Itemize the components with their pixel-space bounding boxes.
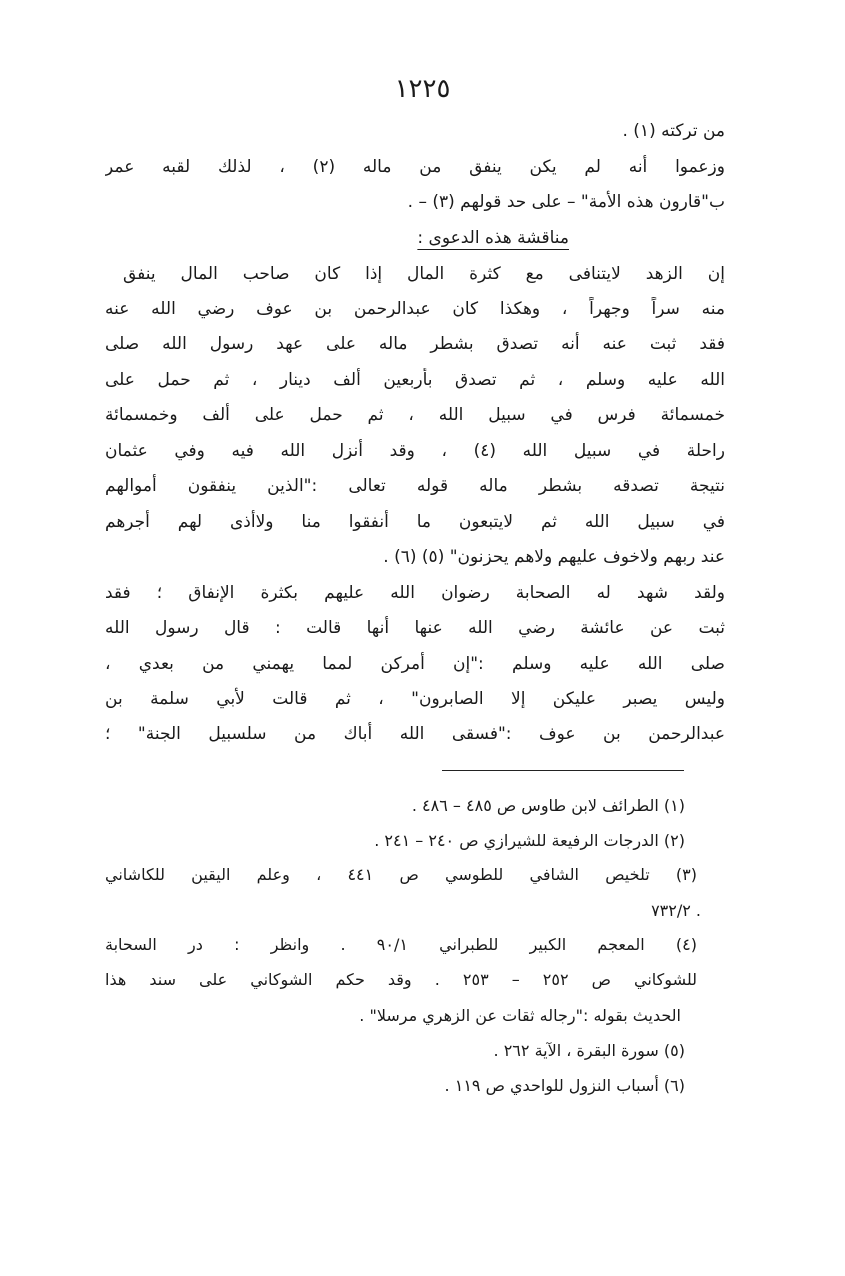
body-line: عبدالرحمن بن عوف :"فسقى الله أباك من سلسبيل الجنة" ؛	[105, 724, 725, 744]
body-line: فقد ثبت عنه أنه تصدق بشطر ماله على عهد رسول الله صلى	[105, 334, 725, 354]
body-line: ثبت عن عائشة رضي الله عنها أنها قالت : قال رسول الله	[105, 618, 725, 638]
footnote: (٥) سورة البقرة ، الآية ٢٦٢ .	[493, 1041, 685, 1060]
footnote: (٤) المعجم الكبير للطبراني ٩٠/١ . وانظر : در السحابة	[105, 935, 697, 954]
body-line: وزعموا أنه لم يكن ينفق من ماله (٢) ، لذلك لقبه عمر	[105, 157, 725, 177]
body-line: الله عليه وسلم ، ثم تصدق بأربعين ألف دينار ، ثم حمل على	[105, 370, 725, 390]
body-line: عند ربهم ولاخوف عليهم ولاهم يحزنون" (٥) (٦) .	[383, 547, 725, 567]
body-line: وليس يصبر عليكن إلا الصابرون" ، ثم قالت لأبي سلمة بن	[105, 689, 725, 709]
body-line: منه سراً وجهراً ، وهكذا كان عبدالرحمن بن عوف رضي الله عنه	[105, 299, 725, 319]
body-line: راحلة في سبيل الله (٤) ، وقد أنزل الله فيه وفي عثمان	[105, 441, 725, 461]
footnote-continuation: . ٧٣٢/٢	[651, 901, 701, 920]
body-line: نتيجة تصدقه بشطر ماله قوله تعالى :"الذين ينفقون أموالهم	[105, 476, 725, 496]
footnote: (٣) تلخيص الشافي للطوسي ص ٤٤١ ، وعلم اليقين للكاشاني	[105, 865, 697, 884]
body-line: في سبيل الله ثم لايتبعون ما أنفقوا منا ولاأذى لهم أجرهم	[105, 512, 725, 532]
body-line: ب"قارون هذه الأمة" – على حد قولهم (٣) – .	[407, 192, 725, 212]
body-line: من تركته (١) .	[622, 121, 725, 141]
footnote: (١) الطرائف لابن طاوس ص ٤٨٥ – ٤٨٦ .	[411, 796, 685, 815]
body-line: إن الزهد لايتنافى مع كثرة المال إذا كان صاحب المال ينفق	[123, 264, 725, 284]
footnote: (٢) الدرجات الرفيعة للشيرازي ص ٢٤٠ – ٢٤١ .	[374, 831, 685, 850]
footnote: (٦) أسباب النزول للواحدي ص ١١٩ .	[444, 1076, 685, 1095]
footnote-continuation: للشوكاني ص ٢٥٢ – ٢٥٣ . وقد حكم الشوكاني على سند هذا	[105, 970, 697, 989]
footnote-separator	[442, 770, 684, 771]
page-number: ١٢٢٥	[394, 74, 451, 104]
body-line: صلى الله عليه وسلم :"إن أمركن لمما يهمني من بعدي ،	[105, 654, 725, 674]
section-heading: مناقشة هذه الدعوى :	[417, 228, 569, 248]
footnote-continuation: الحديث بقوله :"رجاله ثقات عن الزهري مرسلا" .	[359, 1006, 681, 1025]
body-line: خمسمائة فرس في سبيل الله ، ثم حمل على ألف وخمسمائة	[105, 405, 725, 425]
body-line: ولقد شهد له الصحابة رضوان الله عليهم بكثرة الإنفاق ؛ فقد	[105, 583, 725, 603]
